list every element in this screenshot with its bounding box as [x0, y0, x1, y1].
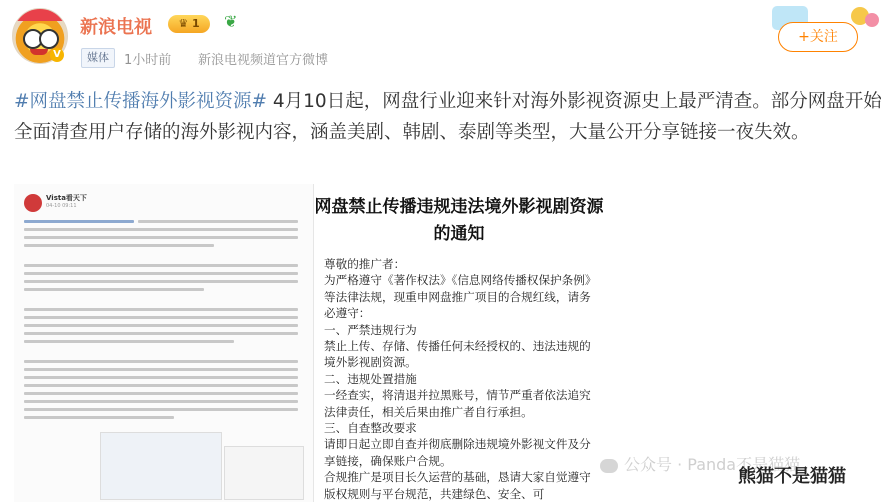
notice-paragraph: 三、自查整改要求: [324, 421, 417, 436]
notice-paragraph: 为严格遵守《著作权法》《信息网络传播权保护条例》等法律法规，现重申网盘推广项目的合规红线，请务必遵守：: [324, 273, 591, 321]
mini-time: 04-10 09:11: [46, 203, 77, 209]
screenshot-left-panel: [14, 184, 314, 502]
watermark-text: 公众号 · Panda不是猫猫: [624, 455, 801, 474]
avatar-mouth: [30, 49, 48, 55]
notice-paragraph: 一、严禁违规行为: [324, 322, 417, 337]
text-line: [24, 400, 298, 403]
verified-icon: V: [50, 48, 64, 62]
text-line: [24, 244, 214, 247]
mini-author: Vista看天下: [46, 194, 87, 202]
mini-thumbnail: [224, 446, 304, 500]
text-line: [24, 332, 298, 335]
level-badge: ♛ 1: [168, 15, 210, 33]
text-line: [24, 392, 298, 395]
level-number: 1: [192, 17, 200, 30]
text-line: [24, 416, 174, 419]
notice-paragraph: 一经查实，将清退并拉黑账号，情节严重者依法追究法律责任，相关后果由推广者自行承担。: [324, 388, 591, 419]
mini-thumbnail: [100, 432, 222, 500]
text-line: [24, 384, 298, 387]
notice-paragraph: 尊敬的推广者：: [324, 257, 406, 271]
text-line: [24, 360, 298, 363]
text-line: [24, 376, 298, 379]
watermark-overlay: 熊猫不是猫猫: [738, 466, 846, 487]
mini-avatar: [24, 194, 42, 212]
notice-paragraph: 二、违规处置措施: [324, 371, 417, 386]
post-time[interactable]: 1小时前: [124, 53, 172, 68]
notice-title: 网盘禁止传播违规违法境外影视剧资源的通知: [314, 197, 604, 244]
avatar-banner: [13, 9, 67, 21]
post-content: [14, 86, 884, 148]
post-text: 4月10日起，网盘行业迎来针对海外影视资源史上最严清查。部分网盘开始全面清查用户存储的海外影视内容，涵盖美剧、韩剧、泰剧等类型，大量公开分享链接一夜失效。: [14, 91, 882, 143]
sprout-icon: ❦: [224, 12, 238, 31]
text-line: [24, 316, 298, 319]
text-line: [24, 340, 234, 343]
notice-paragraph: 合规推广是项目长久运营的基础，恳请大家自觉遵守版权规则与平台规范，共建绿色、安全、可: [324, 470, 591, 501]
follow-button[interactable]: +关注: [778, 22, 858, 52]
hashtag-link[interactable]: #网盘禁止传播海外影视资源#: [14, 91, 268, 112]
post-source: 新浪电视频道官方微博: [198, 53, 329, 68]
notice-body: [324, 256, 596, 502]
notice-paragraph: 禁止上传、存储、传播任何未经授权的、违法违规的境外影视剧资源。: [324, 339, 591, 370]
text-line: [24, 408, 298, 411]
text-line: [24, 272, 298, 275]
text-line: [24, 288, 204, 291]
avatar-eye-right: [39, 29, 59, 49]
text-line: [24, 220, 134, 223]
text-line: [24, 368, 298, 371]
text-line: [24, 308, 298, 311]
text-line: [24, 228, 298, 231]
text-line: [24, 236, 298, 239]
media-badge: 媒体: [81, 48, 115, 68]
text-line: [24, 264, 298, 267]
wechat-icon: [600, 459, 618, 473]
text-line: [138, 220, 298, 223]
text-line: [24, 280, 298, 283]
notice-paragraph: 请即日起立即自查并彻底删除违规境外影视文件及分享链接，确保账户合规。: [324, 437, 591, 468]
text-line: [24, 324, 298, 327]
username[interactable]: 新浪电视: [80, 17, 152, 38]
